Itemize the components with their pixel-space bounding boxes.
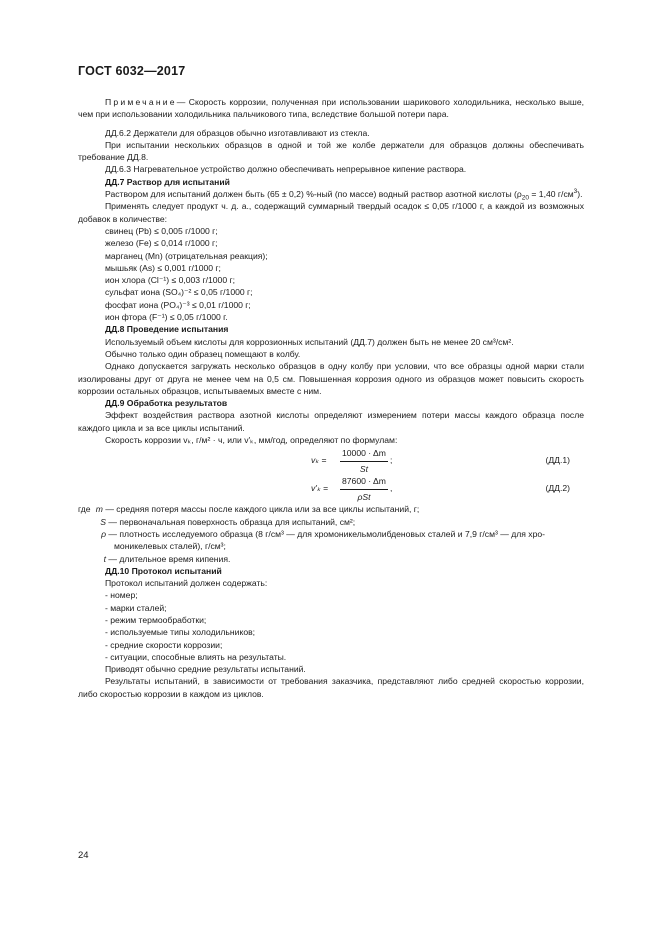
impurity-item: ион фтора (F⁻¹) ≤ 0,05 г/1000 г. [105,312,228,323]
formula-dd1-lhs: vₖ = [311,455,327,466]
formula-dd1 [78,447,584,473]
formula-dd1-tail: ; [390,455,393,466]
impurity-item: железо (Fe) ≤ 0,014 г/1000 г; [105,238,218,249]
section-dd9-heading: ДД.9 Обработка результатов [105,398,228,409]
formula-dd2-numerator: 87600 · Δm [340,475,388,489]
where-text: — первоначальная поверхность образца для испытаний, см²; [108,516,356,527]
dd7-para1-close: ). [577,189,583,200]
where-symbol: ρ [101,528,106,539]
dd7-para1-value: = 1,40 г/см [529,189,574,200]
note-lead: Примечание [105,97,177,107]
section-dd7-heading: ДД.7 Раствор для испытаний [105,176,230,187]
dd7-density-subscript: 20 [521,194,530,202]
section-dd8-para3: Однако допускается загружать несколько образцов в одну колбу при условии, что все образцы одной марки стали изолированы друг от друга не менее чем на 0,5 см. Повышенная коррозия одного из образцов может повысить скорость коррозии остальных образцов, испытываемых вместе с ним. [78,361,584,396]
section-dd10-heading: ДД.10 Протокол испытаний [105,565,222,576]
section-dd10-para2: Приводят обычно средние результаты испытаний. [105,664,306,675]
formula-dd1-number: (ДД.1) [545,455,570,466]
formula-dd2-tail: , [390,483,393,494]
protocol-item: - марки сталей; [105,602,167,613]
where-lead: где [78,504,91,515]
dd7-density-superscript: 3 [573,188,578,196]
section-dd9-para2: Скорость коррозии vₖ, г/м² · ч, или v'ₖ, мм/год, определяют по формулам: [105,435,398,446]
where-text: — длительное время кипения. [108,553,231,564]
where-symbol: t [103,553,106,564]
note-text: — Скорость коррозии, полученная при использовании шарикового холодильника, несколько выше, чем при использовании холодильника пальчикового типа, вследствие большой потери пара. [78,97,584,120]
impurity-item: сульфат иона (SO₄)⁻² ≤ 0,05 г/1000 г; [105,287,253,298]
section-dd8-para1: Используемый объем кислоты для коррозионных испытаний (ДД.7) должен быть не менее 20 см³/см². [105,336,514,347]
impurity-item: марганец (Mn) (отрицательная реакция); [105,250,268,261]
dd7-para1-text: Раствором для испытаний должен быть (65 ± 0,2) %-ный (по массе) водный раствор азотной кислоты (ρ [105,189,522,200]
formula-dd2-number: (ДД.2) [545,483,570,494]
where-symbol: S [100,516,106,527]
formula-dd2-fraction [340,475,388,503]
formula-dd2 [78,475,584,501]
protocol-item: - используемые типы холодильников; [105,627,256,638]
formula-dd1-numerator: 10000 · Δm [340,447,388,461]
formula-dd2-denominator: ρSt [357,491,371,502]
formula-dd1-fraction [340,447,388,475]
where-row [78,553,584,565]
page-number: 24 [78,850,89,861]
para-dd-6-3: ДД.6.3 Нагревательное устройство должно обеспечивать непрерывное кипение раствора. [105,164,467,175]
impurity-item: свинец (Pb) ≤ 0,005 г/1000 г; [105,225,218,236]
formula-dd1-denominator: St [359,463,369,474]
section-dd7-para2: Применять следует продукт ч. д. а., содержащий суммарный твердый осадок ≤ 0,05 г/1000 г, а каждой из возможных добавок в количестве: [78,201,584,224]
section-dd10-para3: Результаты испытаний, в зависимости от требования заказчика, представляют либо средней скоростью коррозии, либо скоростью коррозии в каждом из циклов. [78,676,584,699]
where-text: — средняя потеря массы после каждого цикла или за все циклы испытаний, г; [105,504,420,515]
formula-dd2-lhs: v'ₖ = [311,483,329,494]
standard-header: ГОСТ 6032—2017 [78,64,186,78]
impurity-item: мышьяк (As) ≤ 0,001 г/1000 г; [105,262,221,273]
note-paragraph [78,96,584,121]
where-text: — плотность исследуемого образца (8 г/см³ — для хромоникельмолибденовых сталей и 7,9 г/см³ — для хро- [108,528,546,539]
where-row-continuation: моникелевых сталей), г/см³; [114,541,226,552]
para-dd-6-2: ДД.6.2 Держатели для образцов обычно изготавливают из стекла. [105,127,370,138]
section-dd8-para2: Обычно только один образец помещают в колбу. [105,348,301,359]
section-dd9-para1: Эффект воздействия раствора азотной кислоты определяют измерением потери массы каждого образца после каждого цикла и за все циклы испытаний. [78,410,584,433]
section-dd10-para1: Протокол испытаний должен содержать: [105,578,268,589]
protocol-item: - средние скорости коррозии; [105,639,223,650]
where-row [78,503,584,515]
document-body [78,96,584,700]
where-row [78,516,584,528]
section-dd7-para1 [78,188,584,200]
where-symbol: m [95,504,103,515]
impurity-item: ион хлора (Cl⁻¹) ≤ 0,003 г/1000 г; [105,275,236,286]
protocol-item: - номер; [105,590,138,601]
protocol-item: - ситуации, способные влиять на результаты. [105,651,287,662]
where-row [78,528,584,540]
section-dd8-heading: ДД.8 Проведение испытания [105,324,229,335]
impurity-item: фосфат иона (PO₄)⁻³ ≤ 0,01 г/1000 г; [105,299,251,310]
protocol-item: - режим термообработки; [105,614,207,625]
para-multiple-samples: При испытании нескольких образцов в одной и той же колбе держатели для образцов должны обеспечивать требование ДД.8. [78,139,584,163]
